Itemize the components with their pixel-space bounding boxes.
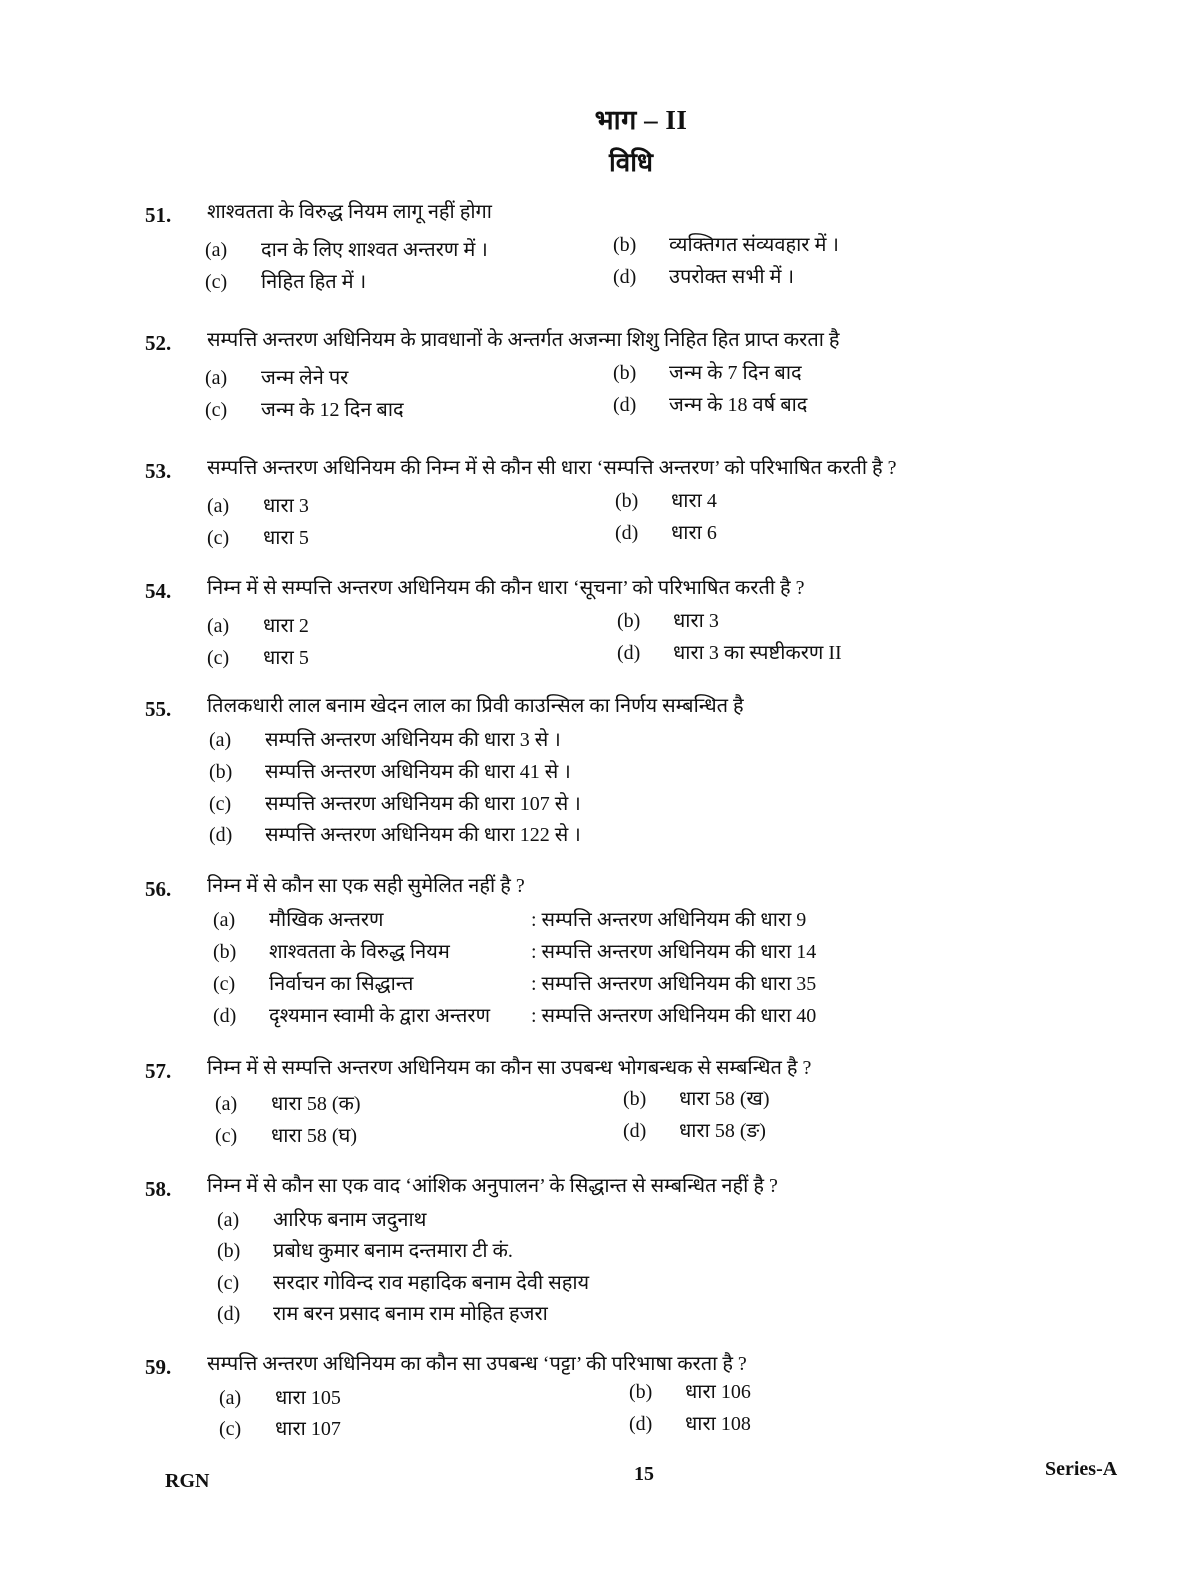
match-left-text: शाश्वतता के विरुद्ध नियम [269,941,450,963]
option-label: (c) [207,527,230,549]
match-right-text: : सम्पत्ति अन्तरण अधिनियम की धारा 35 [531,973,817,995]
option-d [613,390,807,417]
option-text: धारा 58 (घ) [271,1125,357,1147]
option-label: (c) [205,271,228,293]
option-a [219,1383,341,1410]
question-text: सम्पत्ति अन्तरण अधिनियम का कौन सा उपबन्ध ‘पट्टा’ की परिभाषा करता है ? [207,1353,747,1375]
option-label: (c) [209,793,232,815]
option-b [623,1084,770,1111]
option-text: आरिफ बनाम जदुनाथ [273,1209,427,1231]
option-label: (d) [617,642,641,664]
option-a [209,725,561,752]
option-label: (d) [629,1413,653,1435]
option-c [213,969,816,996]
option-text: धारा 108 [685,1413,751,1435]
option-label: (a) [219,1387,242,1409]
option-label: (a) [205,239,228,261]
option-label: (c) [219,1418,242,1440]
question-text: निम्न में से सम्पत्ति अन्तरण अधिनियम का कौन सा उपबन्ध भोगबन्धक से सम्बन्धित है ? [207,1057,812,1079]
question-number: 51. [145,203,172,227]
option-d [209,820,581,847]
option-label: (d) [213,1005,237,1027]
option-label: (a) [217,1209,240,1231]
option-text: जन्म के 7 दिन बाद [669,362,802,384]
option-a [205,363,348,390]
option-label: (a) [209,729,232,751]
option-label: (b) [615,490,639,512]
option-label: (c) [217,1272,240,1294]
option-text: धारा 2 [263,615,309,637]
option-d [629,1409,751,1436]
option-label: (b) [623,1088,647,1110]
option-c [219,1414,341,1441]
option-text: सम्पत्ति अन्तरण अधिनियम की धारा 107 से । [265,793,581,815]
option-text: जन्म के 12 दिन बाद [261,399,404,421]
option-label: (d) [613,266,637,288]
option-c [215,1121,357,1148]
option-b [213,937,816,964]
option-b [615,486,717,513]
option-text: धारा 58 (क) [271,1093,361,1115]
option-c [217,1268,589,1295]
option-text: धारा 3 [673,610,719,632]
option-text: धारा 106 [685,1381,751,1403]
option-a [205,235,488,262]
option-label: (c) [207,647,230,669]
option-d [213,1001,816,1028]
question-number: 57. [145,1059,172,1083]
subject-heading: विधि [609,148,653,177]
option-c [205,395,404,422]
option-b [613,358,802,385]
match-right-text: : सम्पत्ति अन्तरण अधिनियम की धारा 9 [531,909,807,931]
option-text: धारा 5 [263,647,309,669]
option-c [205,267,366,294]
question-number: 53. [145,459,172,483]
option-d [617,638,842,665]
option-b [209,757,571,784]
option-label: (b) [613,234,637,256]
question-number: 54. [145,579,172,603]
question-text: सम्पत्ति अन्तरण अधिनियम की निम्न में से कौन सी धारा ‘सम्पत्ति अन्तरण’ को परिभाषित करती है ? [207,457,897,479]
option-a [207,611,309,638]
option-label: (b) [613,362,637,384]
option-text: जन्म के 18 वर्ष बाद [669,394,808,416]
question-number: 52. [145,331,172,355]
option-d [623,1116,766,1143]
option-text: उपरोक्त सभी में । [669,266,795,288]
option-text: प्रबोध कुमार बनाम दन्तमारा टी कं. [273,1240,513,1262]
match-right-text: : सम्पत्ति अन्तरण अधिनियम की धारा 14 [531,941,817,963]
option-text: सम्पत्ति अन्तरण अधिनियम की धारा 122 से । [265,824,581,846]
series-label: Series-A [1045,1458,1118,1480]
match-left-text: मौखिक अन्तरण [269,909,384,931]
option-text: धारा 6 [671,522,717,544]
option-text: सम्पत्ति अन्तरण अधिनियम की धारा 41 से । [265,761,571,783]
option-c [207,643,309,670]
option-d [217,1299,548,1326]
question-text: सम्पत्ति अन्तरण अधिनियम के प्रावधानों के अन्तर्गत अजन्मा शिशु निहित हित प्राप्त करता है [207,329,840,351]
option-text: व्यक्तिगत संव्यवहार में । [669,234,839,256]
option-label: (a) [207,495,230,517]
question-text: शाश्वतता के विरुद्ध नियम लागू नहीं होगा [207,201,492,223]
option-label: (a) [215,1093,238,1115]
option-label: (d) [615,522,639,544]
option-label: (d) [613,394,637,416]
option-text: धारा 58 (ख) [679,1088,770,1110]
option-b [617,606,719,633]
option-label: (c) [215,1125,238,1147]
option-label: (d) [209,824,233,846]
page-number: 15 [634,1463,654,1485]
option-label: (c) [213,973,236,995]
question-number: 56. [145,877,172,901]
question-number: 55. [145,697,172,721]
option-text: निहित हित में । [261,271,367,293]
option-label: (b) [213,941,237,963]
option-label: (a) [213,909,236,931]
option-label: (c) [205,399,228,421]
option-text: धारा 5 [263,527,309,549]
option-label: (b) [217,1240,241,1262]
option-a [217,1205,426,1232]
match-left-text: निर्वाचन का सिद्धान्त [269,973,414,995]
question-number: 58. [145,1177,172,1201]
question-text: तिलकधारी लाल बनाम खेदन लाल का प्रिवी काउन्सिल का निर्णय सम्बन्धित है [207,695,744,717]
part-heading: भाग – II [594,105,688,135]
option-text: सरदार गोविन्द राव महादिक बनाम देवी सहाय [273,1272,590,1294]
option-label: (a) [207,615,230,637]
option-b [217,1236,513,1263]
option-text: धारा 4 [671,490,717,512]
option-text: धारा 105 [275,1387,341,1409]
option-b [629,1377,751,1404]
option-text: धारा 3 [263,495,309,517]
option-label: (b) [617,610,641,632]
option-c [209,789,581,816]
option-label: (a) [205,367,228,389]
option-a [207,491,309,518]
question-text: निम्न में से सम्पत्ति अन्तरण अधिनियम की कौन धारा ‘सूचना’ को परिभाषित करती है ? [207,577,805,599]
match-left-text: दृश्यमान स्वामी के द्वारा अन्तरण [269,1005,491,1027]
question-number: 59. [145,1355,172,1379]
option-label: (b) [629,1381,653,1403]
option-a [213,905,806,932]
option-label: (d) [217,1303,241,1325]
footer-code: RGN [165,1470,210,1492]
option-text: सम्पत्ति अन्तरण अधिनियम की धारा 3 से । [265,729,561,751]
match-right-text: : सम्पत्ति अन्तरण अधिनियम की धारा 40 [531,1005,817,1027]
option-text: जन्म लेने पर [261,367,349,389]
option-label: (d) [623,1120,647,1142]
option-c [207,523,309,550]
option-d [613,262,794,289]
option-text: धारा 107 [275,1418,341,1440]
question-text: निम्न में से कौन सा एक सही सुमेलित नहीं है ? [207,875,525,897]
option-text: राम बरन प्रसाद बनाम राम मोहित हजरा [273,1303,548,1325]
option-a [215,1089,361,1116]
option-label: (b) [209,761,233,783]
question-text: निम्न में से कौन सा एक वाद ‘आंशिक अनुपालन’ के सिद्धान्त से सम्बन्धित नहीं है ? [207,1175,778,1197]
option-b [613,230,839,257]
option-text: धारा 3 का स्पष्टीकरण II [673,642,842,664]
option-text: दान के लिए शाश्वत अन्तरण में । [261,239,488,261]
option-text: धारा 58 (ङ) [679,1120,766,1142]
option-d [615,518,717,545]
